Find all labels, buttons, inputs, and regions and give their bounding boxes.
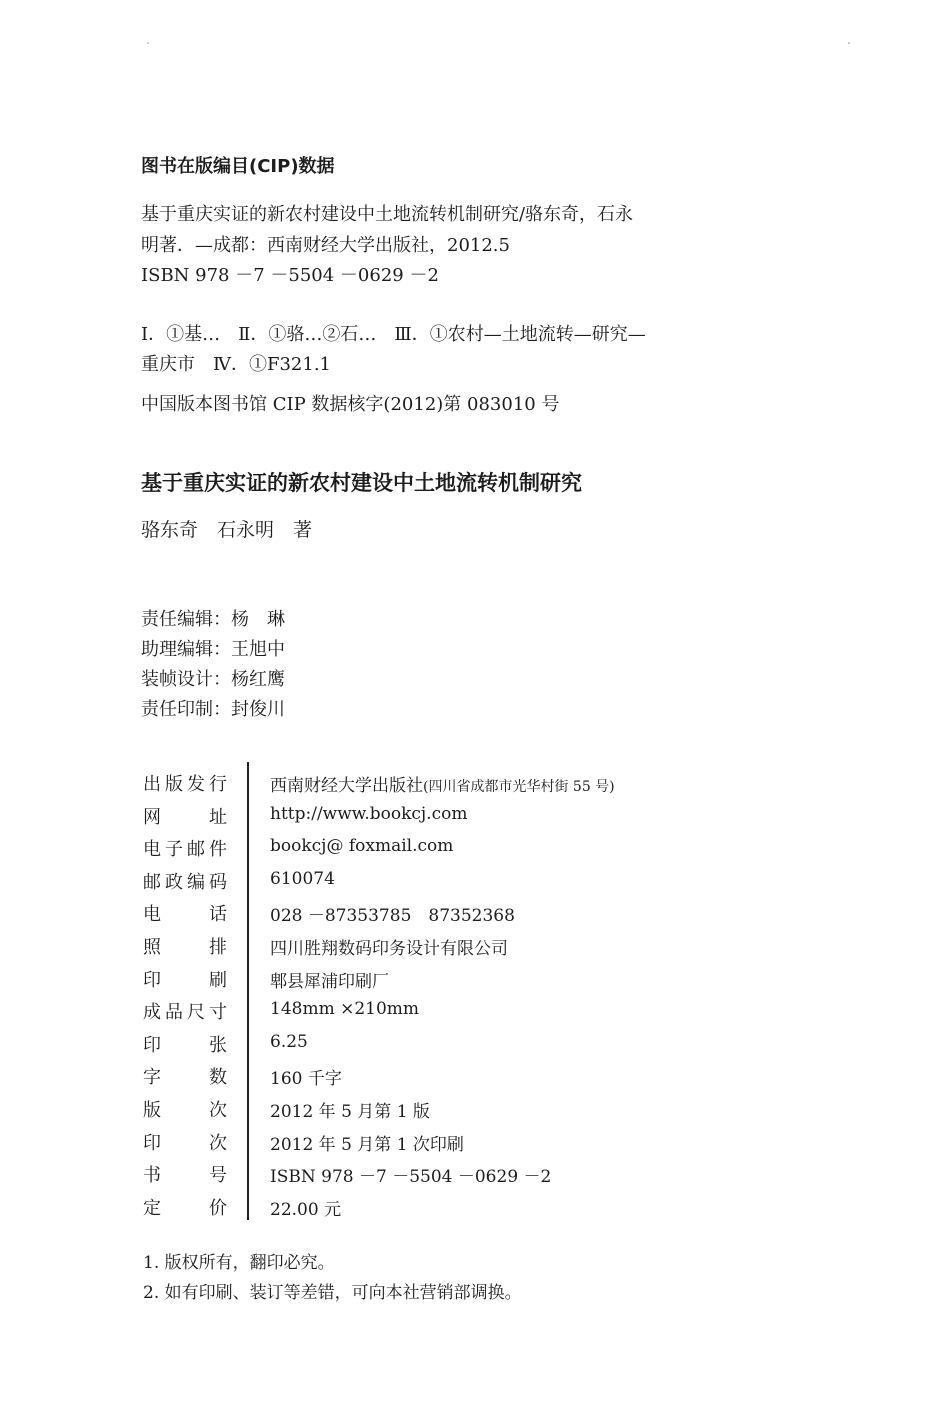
info-label-char: 编 [187, 872, 205, 893]
info-label-char: 次 [209, 1100, 227, 1121]
info-label-char: 邮 [187, 839, 205, 860]
info-label-char: 定 [143, 1198, 161, 1219]
info-value [270, 901, 515, 926]
info-label [143, 1096, 227, 1122]
info-label-char: 版 [165, 774, 183, 795]
note-line: 1. 版权所有，翻印必究。 [143, 1253, 335, 1273]
staff-line: 装帧设计：杨红鹰 [141, 669, 285, 690]
info-value-text: 四川胜翔数码印务设计有限公司 [270, 939, 508, 959]
info-value [270, 804, 467, 824]
cip-line: 中国版本图书馆 CIP 数据核字(2012)第 083010 号 [141, 394, 560, 415]
info-value [270, 1162, 551, 1187]
staff-line: 助理编辑：王旭中 [141, 639, 285, 660]
info-value [270, 967, 389, 992]
info-label-char: 话 [209, 904, 227, 925]
staff-line: 责任印制：封俊川 [141, 699, 285, 720]
info-label-char: 出 [143, 774, 161, 795]
info-label-char: 刷 [209, 970, 227, 991]
info-value-text: 028 －87353785 87352368 [270, 906, 515, 926]
info-label-char: 印 [143, 1133, 161, 1154]
info-value [270, 999, 419, 1019]
info-label [143, 966, 227, 992]
info-value-text: http://www.bookcj.com [270, 804, 468, 824]
info-label-char: 电 [143, 839, 161, 860]
info-label-char: 寸 [209, 1002, 227, 1023]
book-authors: 骆东奇 石永明 著 [141, 519, 313, 541]
info-value-text: 160 千字 [270, 1069, 342, 1089]
info-label [143, 770, 227, 796]
info-value-text: 6.25 [270, 1032, 308, 1052]
cip-heading: 图书在版编目(CIP)数据 [141, 156, 335, 177]
info-label-char: 发 [187, 774, 205, 795]
info-label-char: 网 [143, 807, 161, 828]
info-label [143, 1129, 227, 1155]
info-label [143, 835, 227, 861]
info-label [143, 868, 227, 894]
info-value [270, 771, 615, 796]
info-label-char: 件 [209, 839, 227, 860]
info-label-char: 号 [209, 1165, 227, 1186]
cip-line: Ⅰ．①基… Ⅱ．①骆…②石… Ⅲ．①农村—土地流转—研究— [141, 324, 646, 345]
info-value-text: ISBN 978 －7 －5504 －0629 －2 [270, 1167, 552, 1187]
info-label-char: 子 [165, 839, 183, 860]
info-value-text: 2012 年 5 月第 1 版 [270, 1102, 430, 1122]
info-value-text: 郫县犀浦印刷厂 [270, 972, 389, 992]
speck [848, 42, 850, 44]
info-label-char: 电 [143, 904, 161, 925]
cip-line: 明著．—成都：西南财经大学出版社，2012.5 [141, 235, 510, 256]
info-label [143, 998, 227, 1024]
info-value-text: 2012 年 5 月第 1 次印刷 [270, 1135, 464, 1155]
info-label [143, 1031, 227, 1057]
info-value [270, 1195, 341, 1220]
info-label-char: 排 [209, 937, 227, 958]
info-label-char: 字 [143, 1067, 161, 1088]
info-label-char: 邮 [143, 872, 161, 893]
info-value-text: bookcj@ foxmail.com [270, 836, 454, 856]
info-value [270, 1064, 342, 1089]
info-label-char: 书 [143, 1165, 161, 1186]
info-value-text: 22.00 元 [270, 1200, 342, 1220]
info-label-char: 张 [209, 1035, 227, 1056]
info-value-text: 610074 [270, 869, 335, 889]
info-label [143, 1161, 227, 1187]
publisher-address: (四川省成都市光华村街 55 号) [423, 779, 615, 795]
info-label-char: 次 [209, 1133, 227, 1154]
info-label-char: 码 [209, 872, 227, 893]
info-label-char: 行 [209, 774, 227, 795]
note-line: 2. 如有印刷、装订等差错，可向本社营销部调换。 [143, 1283, 522, 1303]
info-value-text: 西南财经大学出版社 [270, 776, 423, 796]
cip-line: ISBN 978 －7 －5504 －0629 －2 [141, 265, 439, 286]
info-label-char: 政 [165, 872, 183, 893]
info-label-char: 成 [143, 1002, 161, 1023]
info-label-char: 品 [165, 1002, 183, 1023]
info-label [143, 933, 227, 959]
info-value [270, 1130, 464, 1155]
info-label [143, 900, 227, 926]
info-label-char: 数 [209, 1067, 227, 1088]
info-value [270, 869, 335, 889]
cip-line: 基于重庆实证的新农村建设中土地流转机制研究/骆东奇，石永 [141, 204, 634, 225]
info-value-text: 148mm ×210mm [270, 999, 420, 1019]
info-label-char: 尺 [187, 1002, 205, 1023]
info-divider [247, 762, 249, 1220]
info-label-char: 照 [143, 937, 161, 958]
staff-line: 责任编辑：杨 琳 [141, 609, 285, 630]
info-label-char: 址 [209, 807, 227, 828]
book-title: 基于重庆实证的新农村建设中土地流转机制研究 [141, 471, 582, 495]
info-label [143, 803, 227, 829]
info-value [270, 1097, 430, 1122]
info-label-char: 印 [143, 1035, 161, 1056]
info-label [143, 1194, 227, 1220]
info-value [270, 836, 453, 856]
info-label-char: 印 [143, 970, 161, 991]
info-label-char: 版 [143, 1100, 161, 1121]
cip-line: 重庆市 Ⅳ．①F321.1 [141, 354, 332, 375]
speck [147, 42, 149, 44]
info-label [143, 1063, 227, 1089]
info-label-char: 价 [209, 1198, 227, 1219]
info-value [270, 934, 508, 959]
info-value [270, 1032, 308, 1052]
